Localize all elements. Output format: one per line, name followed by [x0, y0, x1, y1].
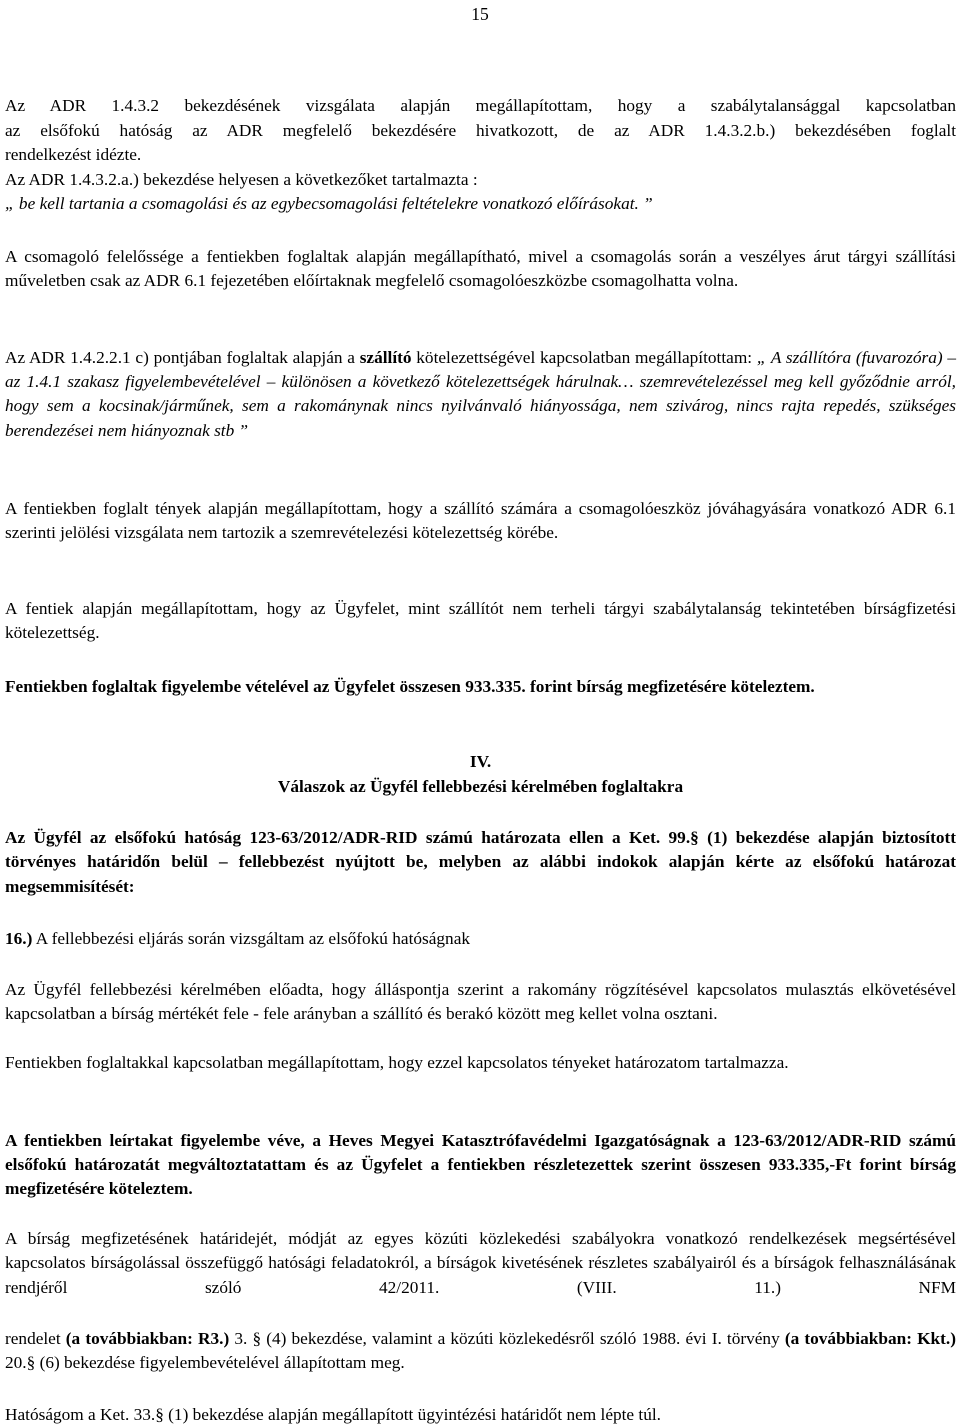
paragraph-appeal-argument: Az Ügyfél fellebbezési kérelmében előadta, hogy álláspontja szerint a rakomány rögzítésével kapcsolatos mulasztás elkövetésével kapcsolatban a bírság mértékét fele - fele arányban a szállító és berakó között meg kellet volna osztani.: [5, 979, 956, 1023]
paragraph-payment-deadline: A bírság megfizetésének határidejét, módját az egyes közúti közlekedési szabályokra vonatkozó rendelkezések megsértésével kapcsolatos bírságolással összefüggő hatósági feladatokról, a bírságok kivetésének részletes szabályairól és a bírságok felhasználásának rendjéről szóló 42/2011. (VIII. 11.) NFM: [5, 1229, 956, 1297]
quote-carrier-obligations: „ A szállítóra (fuvarozóra) – az 1.4.1 szakasz figyelembevételével – különösen a következő kötelezettségek hárulnak… szemrevételezéssel meg kell győződnie arról, hogy sem a kocsinak/járműnek, sem a rakománynak nincs nyilvánvaló hiányossága, nem szivárog, nincs rajta repedés, szükséges berendezései nem hiányoznak stb ”: [5, 347, 956, 440]
paragraph-no-fine-carrier: A fentiek alapján megállapítottam, hogy az Ügyfelet, mint szállítót nem terheli tárgyi szabálytalanság tekintetében bírságfizetési kötelezettség.: [5, 599, 956, 643]
paragraph-adr-1-4-3-2-line3: rendelkezést idézte.: [5, 145, 142, 164]
section-title: Válaszok az Ügyfél fellebbezési kérelmében foglaltakra: [277, 776, 684, 796]
paragraph-finding-decision: Fentiekben foglaltakkal kapcsolatban megállapítottam, hogy ezzel kapcsolatos tényeket határozatom tartalmazza.: [5, 1053, 789, 1072]
paragraph-appeal-item-16: 16.) A fellebbezési eljárás során vizsgáltam az elsőfokú hatóságnak: [5, 929, 471, 948]
section-number: IV.: [469, 752, 492, 771]
paragraph-fine-total: Fentiekben foglaltak figyelembe vételével az Ügyfelet összesen 933.335. forint bírság megfizetésére köteleztem.: [5, 677, 815, 696]
paragraph-carrier-obligation: Az ADR 1.4.2.2.1 c) pontjában foglaltak alapján a szállító kötelezettségével kapcsolatban megállapítottam: „ A szállítóra (fuvarozóra) – az 1.4.1 szakasz figyelembevételével – különösen a következő kötelezettségek hárulnak… szemrevételezéssel meg kell győződnie arról, hogy sem a kocsinak/járműnek, sem a rakománynak nincs nyilvánvaló hiányossága, nem szivárog, nincs rajta repedés, szükséges berendezései nem hiányoznak stb ”: [5, 347, 956, 440]
paragraph-packer-responsibility: A csomagoló felelőssége a fentiekben foglaltak alapján megállapítható, mivel a csomagolás során a veszélyes árut tárgyi szállítási műveletben csak az ADR 6.1 fejezetében előírtaknak megfelelő csomagolóeszközbe csomagolhatta volna.: [5, 247, 956, 291]
page-number: 15: [471, 4, 489, 24]
paragraph-appeal-submission: Az Ügyfél az elsőfokú hatóság 123-63/2012/ADR-RID számú határozata ellen a Ket. 99.§ (1) bekezdése alapján biztosított törvényes határidőn belül – fellebbezést nyújtott be, melyben az alábbi indokok alapján kérte az elsőfokú határozat megsemmisítését:: [5, 828, 956, 896]
paragraph-legal-basis: rendelet (a továbbiakban: R3.) 3. § (4) bekezdése, valamint a közúti közlekedésről szóló 1988. évi I. törvény (a továbbiakban: Kkt.) 20.§ (6) bekezdése figyelembevételével állapítottam meg.: [5, 1329, 956, 1373]
paragraph-adr-1-4-3-2-line2: az elsőfokú hatóság az ADR megfelelő bekezdésére hivatkozott, de az ADR 1.4.3.2.b.) bekezdésében foglalt: [5, 120, 956, 140]
paragraph-decision-modified: A fentiekben leírtakat figyelembe véve, a Heves Megyei Katasztrófavédelmi Igazgatóságnak a 123-63/2012/ADR-RID számú elsőfokú határozatát megváltoztatattam és az Ügyfelet a fentiekben részletezettek szerint összesen 933.335,-Ft forint bírság megfizetésére köteleztem.: [5, 1130, 956, 1199]
paragraph-deadline-kept: Hatóságom a Ket. 33.§ (1) bekezdése alapján megállapított ügyintézési határidőt nem lépte túl.: [5, 1405, 661, 1424]
paragraph-adr-1-4-3-2-line1: Az ADR 1.4.3.2 bekezdésének vizsgálata alapján megállapítottam, hogy a szabálytalansággal kapcsolatban: [5, 96, 956, 115]
paragraph-findings-carrier: A fentiekben foglalt tények alapján megállapítottam, hogy a szállító számára a csomagolóeszköz jóváhagyására vonatkozó ADR 6.1 szerinti jelölési vizsgálata nem tartozik a szemrevételezési kötelezettség körébe.: [5, 499, 956, 543]
paragraph-adr-1-4-3-2-a: Az ADR 1.4.3.2.a.) bekezdése helyesen a következőket tartalmazta :: [5, 169, 478, 189]
quote-packaging-rules: „ be kell tartania a csomagolási és az egybecsomagolási feltételekre vonatkozó előírásokat. ”: [5, 194, 653, 213]
